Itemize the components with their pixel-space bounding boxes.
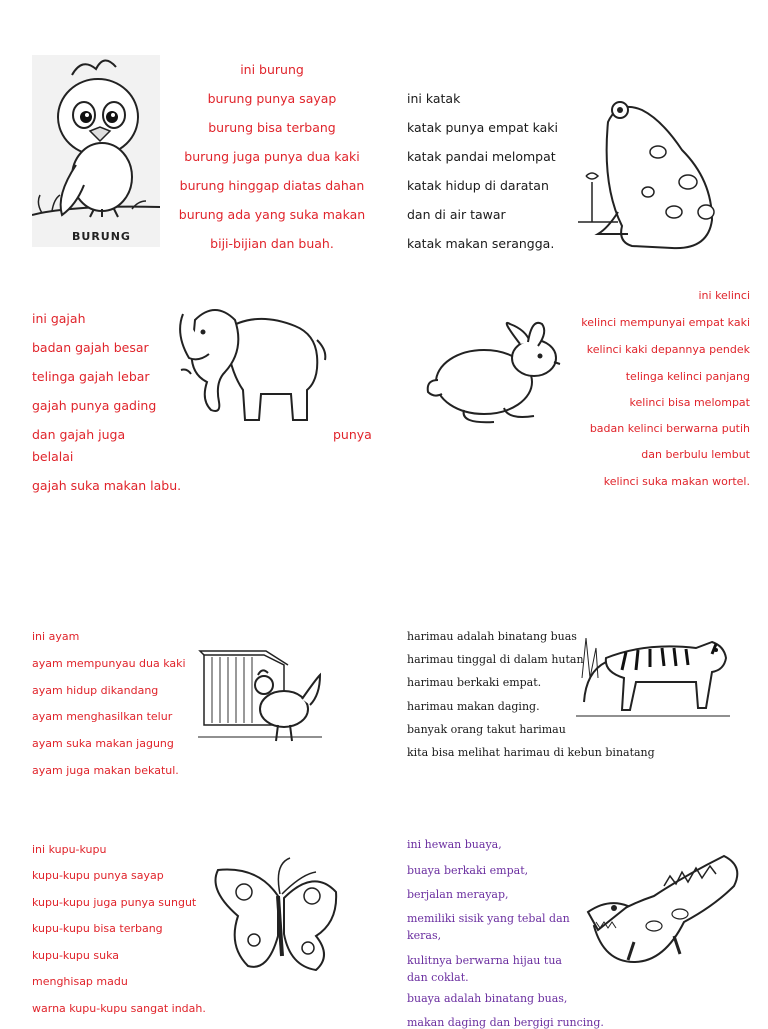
text-line: katak punya empat kaki	[407, 120, 558, 135]
text-line: harimau makan daging.	[407, 700, 540, 713]
tiger-icon	[576, 618, 730, 720]
butterfly-icon	[208, 856, 344, 976]
text-line: berjalan merayap,	[407, 888, 509, 901]
text-line: telinga gajah lebar	[32, 369, 150, 384]
text-line: kelinci bisa melompat	[629, 396, 750, 409]
text-line: badan kelinci berwarna putih	[589, 422, 750, 435]
text-line: ini kupu-kupu	[32, 843, 107, 856]
chicken-icon	[198, 645, 322, 745]
text-line: belalai	[32, 449, 74, 464]
elephant-illustration	[175, 300, 327, 426]
text-line: kupu-kupu juga punya sungut	[32, 896, 197, 909]
text-line: ini kelinci	[698, 289, 750, 302]
text-line: harimau adalah binatang buas	[407, 630, 577, 643]
bird-icon	[32, 55, 160, 247]
text-line: ini ayam	[32, 630, 80, 643]
text-line: kupu-kupu bisa terbang	[32, 922, 163, 935]
text-line: dan berbulu lembut	[641, 448, 750, 461]
text-line: gajah suka makan labu.	[32, 478, 182, 493]
butterfly-illustration	[208, 856, 344, 976]
text-line: ayam juga makan bekatul.	[32, 764, 179, 777]
rabbit-illustration	[424, 318, 566, 426]
text-line: kelinci suka makan wortel.	[603, 475, 750, 488]
text-line: badan gajah besar	[32, 340, 149, 355]
text-line: ayam menghasilkan telur	[32, 710, 173, 723]
text-line: burung juga punya dua kaki	[184, 149, 360, 164]
text-line: katak makan serangga.	[407, 236, 555, 251]
text-line: telinga kelinci panjang	[625, 370, 750, 383]
text-line: buaya adalah binatang buas,	[407, 992, 568, 1005]
elephant-icon	[175, 300, 327, 426]
text-line: ayam suka makan jagung	[32, 737, 174, 750]
text-line: gajah punya gading	[32, 398, 157, 413]
text-line: menghisap madu	[32, 975, 128, 988]
text-line: kelinci mempunyai empat kaki	[581, 316, 750, 329]
chicken-illustration	[198, 645, 322, 745]
text-line: biji-bijian dan buah.	[210, 236, 334, 251]
text-line: burung bisa terbang	[208, 120, 336, 135]
frog-illustration	[578, 92, 738, 252]
text-line: ini gajah	[32, 311, 86, 326]
text-line: punya	[333, 427, 372, 442]
text-line: kita bisa melihat harimau di kebun binatang	[407, 746, 655, 759]
text-line: buaya berkaki empat,	[407, 864, 529, 877]
crocodile-illustration	[584, 846, 746, 966]
text-line: dan gajah juga	[32, 427, 126, 442]
crocodile-icon	[584, 846, 746, 966]
text-line: ayam hidup dikandang	[32, 684, 159, 697]
text-line: makan daging dan bergigi runcing.	[407, 1016, 604, 1029]
text-line: kupu-kupu punya sayap	[32, 869, 164, 882]
text-line: katak hidup di daratan	[407, 178, 549, 193]
bird-caption: BURUNG	[72, 230, 131, 243]
text-line: ini katak	[407, 91, 461, 106]
frog-icon	[578, 92, 738, 252]
tiger-illustration	[576, 618, 730, 720]
text-line: kupu-kupu suka	[32, 949, 120, 962]
text-line: banyak orang takut harimau	[407, 723, 566, 736]
text-line: burung ada yang suka makan	[178, 207, 366, 222]
text-line: dan di air tawar	[407, 207, 506, 222]
text-line: ini burung	[240, 62, 304, 77]
rabbit-icon	[424, 318, 566, 426]
text-line: memiliki sisik yang tebal dan keras,	[407, 912, 570, 942]
text-line: warna kupu-kupu sangat indah.	[32, 1002, 206, 1015]
text-line: ini hewan buaya,	[407, 838, 502, 851]
text-line: burung hinggap diatas dahan	[179, 178, 365, 193]
text-line: katak pandai melompat	[407, 149, 556, 164]
text-line: harimau tinggal di dalam hutan	[407, 653, 584, 666]
text-line: kelinci kaki depannya pendek	[586, 343, 750, 356]
text-line: burung punya sayap	[207, 91, 337, 106]
bird-illustration	[32, 55, 160, 247]
text-line: ayam mempunyau dua kaki	[32, 657, 186, 670]
text-line: kulitnya berwarna hijau tua dan coklat.	[407, 954, 562, 984]
text-line: harimau berkaki empat.	[407, 676, 542, 689]
